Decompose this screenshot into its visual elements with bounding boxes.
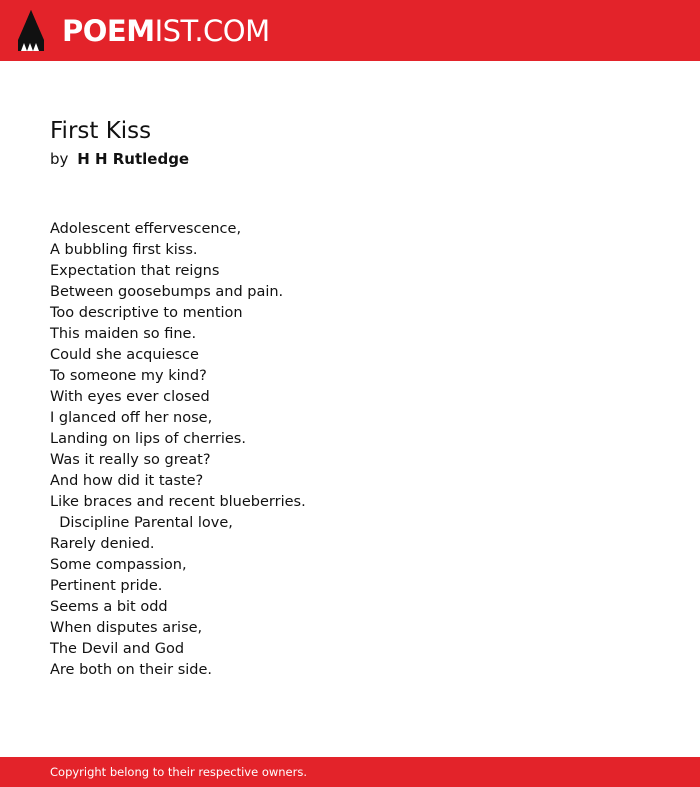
- poem-line: Too descriptive to mention: [50, 305, 243, 321]
- poem-title: First Kiss: [50, 118, 152, 144]
- poem-line: With eyes ever closed: [50, 389, 210, 405]
- author-name: H H Rutledge: [77, 150, 190, 168]
- poem-line: Seems a bit odd: [50, 599, 168, 615]
- poem-body: [50, 219, 650, 681]
- poem-line: Could she acquiesce: [50, 347, 199, 363]
- poem-line: Pertinent pride.: [50, 578, 163, 594]
- logo-bold-text: POEM: [62, 14, 155, 48]
- poem-line: When disputes arise,: [50, 620, 203, 636]
- site-header: [0, 0, 700, 61]
- poem-line: To someone my kind?: [50, 368, 207, 384]
- byline: [50, 148, 189, 170]
- by-label: by: [50, 150, 69, 168]
- poem-line: A bubbling first kiss.: [50, 242, 198, 258]
- poem-line: And how did it taste?: [50, 473, 204, 489]
- poem-line: Landing on lips of cherries.: [50, 431, 246, 447]
- poem-line: Adolescent effervescence,: [50, 221, 242, 237]
- poem-line: Are both on their side.: [50, 662, 213, 678]
- poem-line: Like braces and recent blueberries.: [50, 494, 306, 510]
- poem-line: Expectation that reigns: [50, 263, 220, 279]
- site-footer: [0, 757, 700, 787]
- logo-light-text: IST.COM: [154, 14, 270, 48]
- pencil-icon[interactable]: [18, 10, 44, 51]
- poem-line: Between goosebumps and pain.: [50, 284, 284, 300]
- poem-line: Some compassion,: [50, 557, 187, 573]
- poem-line: I glanced off her nose,: [50, 410, 213, 426]
- poem-line: Was it really so great?: [50, 452, 211, 468]
- poem-line: The Devil and God: [50, 641, 185, 657]
- poem-line: Rarely denied.: [50, 536, 155, 552]
- copyright-text: Copyright belong to their respective owners.: [50, 765, 308, 779]
- site-logo[interactable]: [62, 13, 270, 49]
- poem-line: Discipline Parental love,: [50, 515, 233, 531]
- poem-line: This maiden so fine.: [50, 326, 197, 342]
